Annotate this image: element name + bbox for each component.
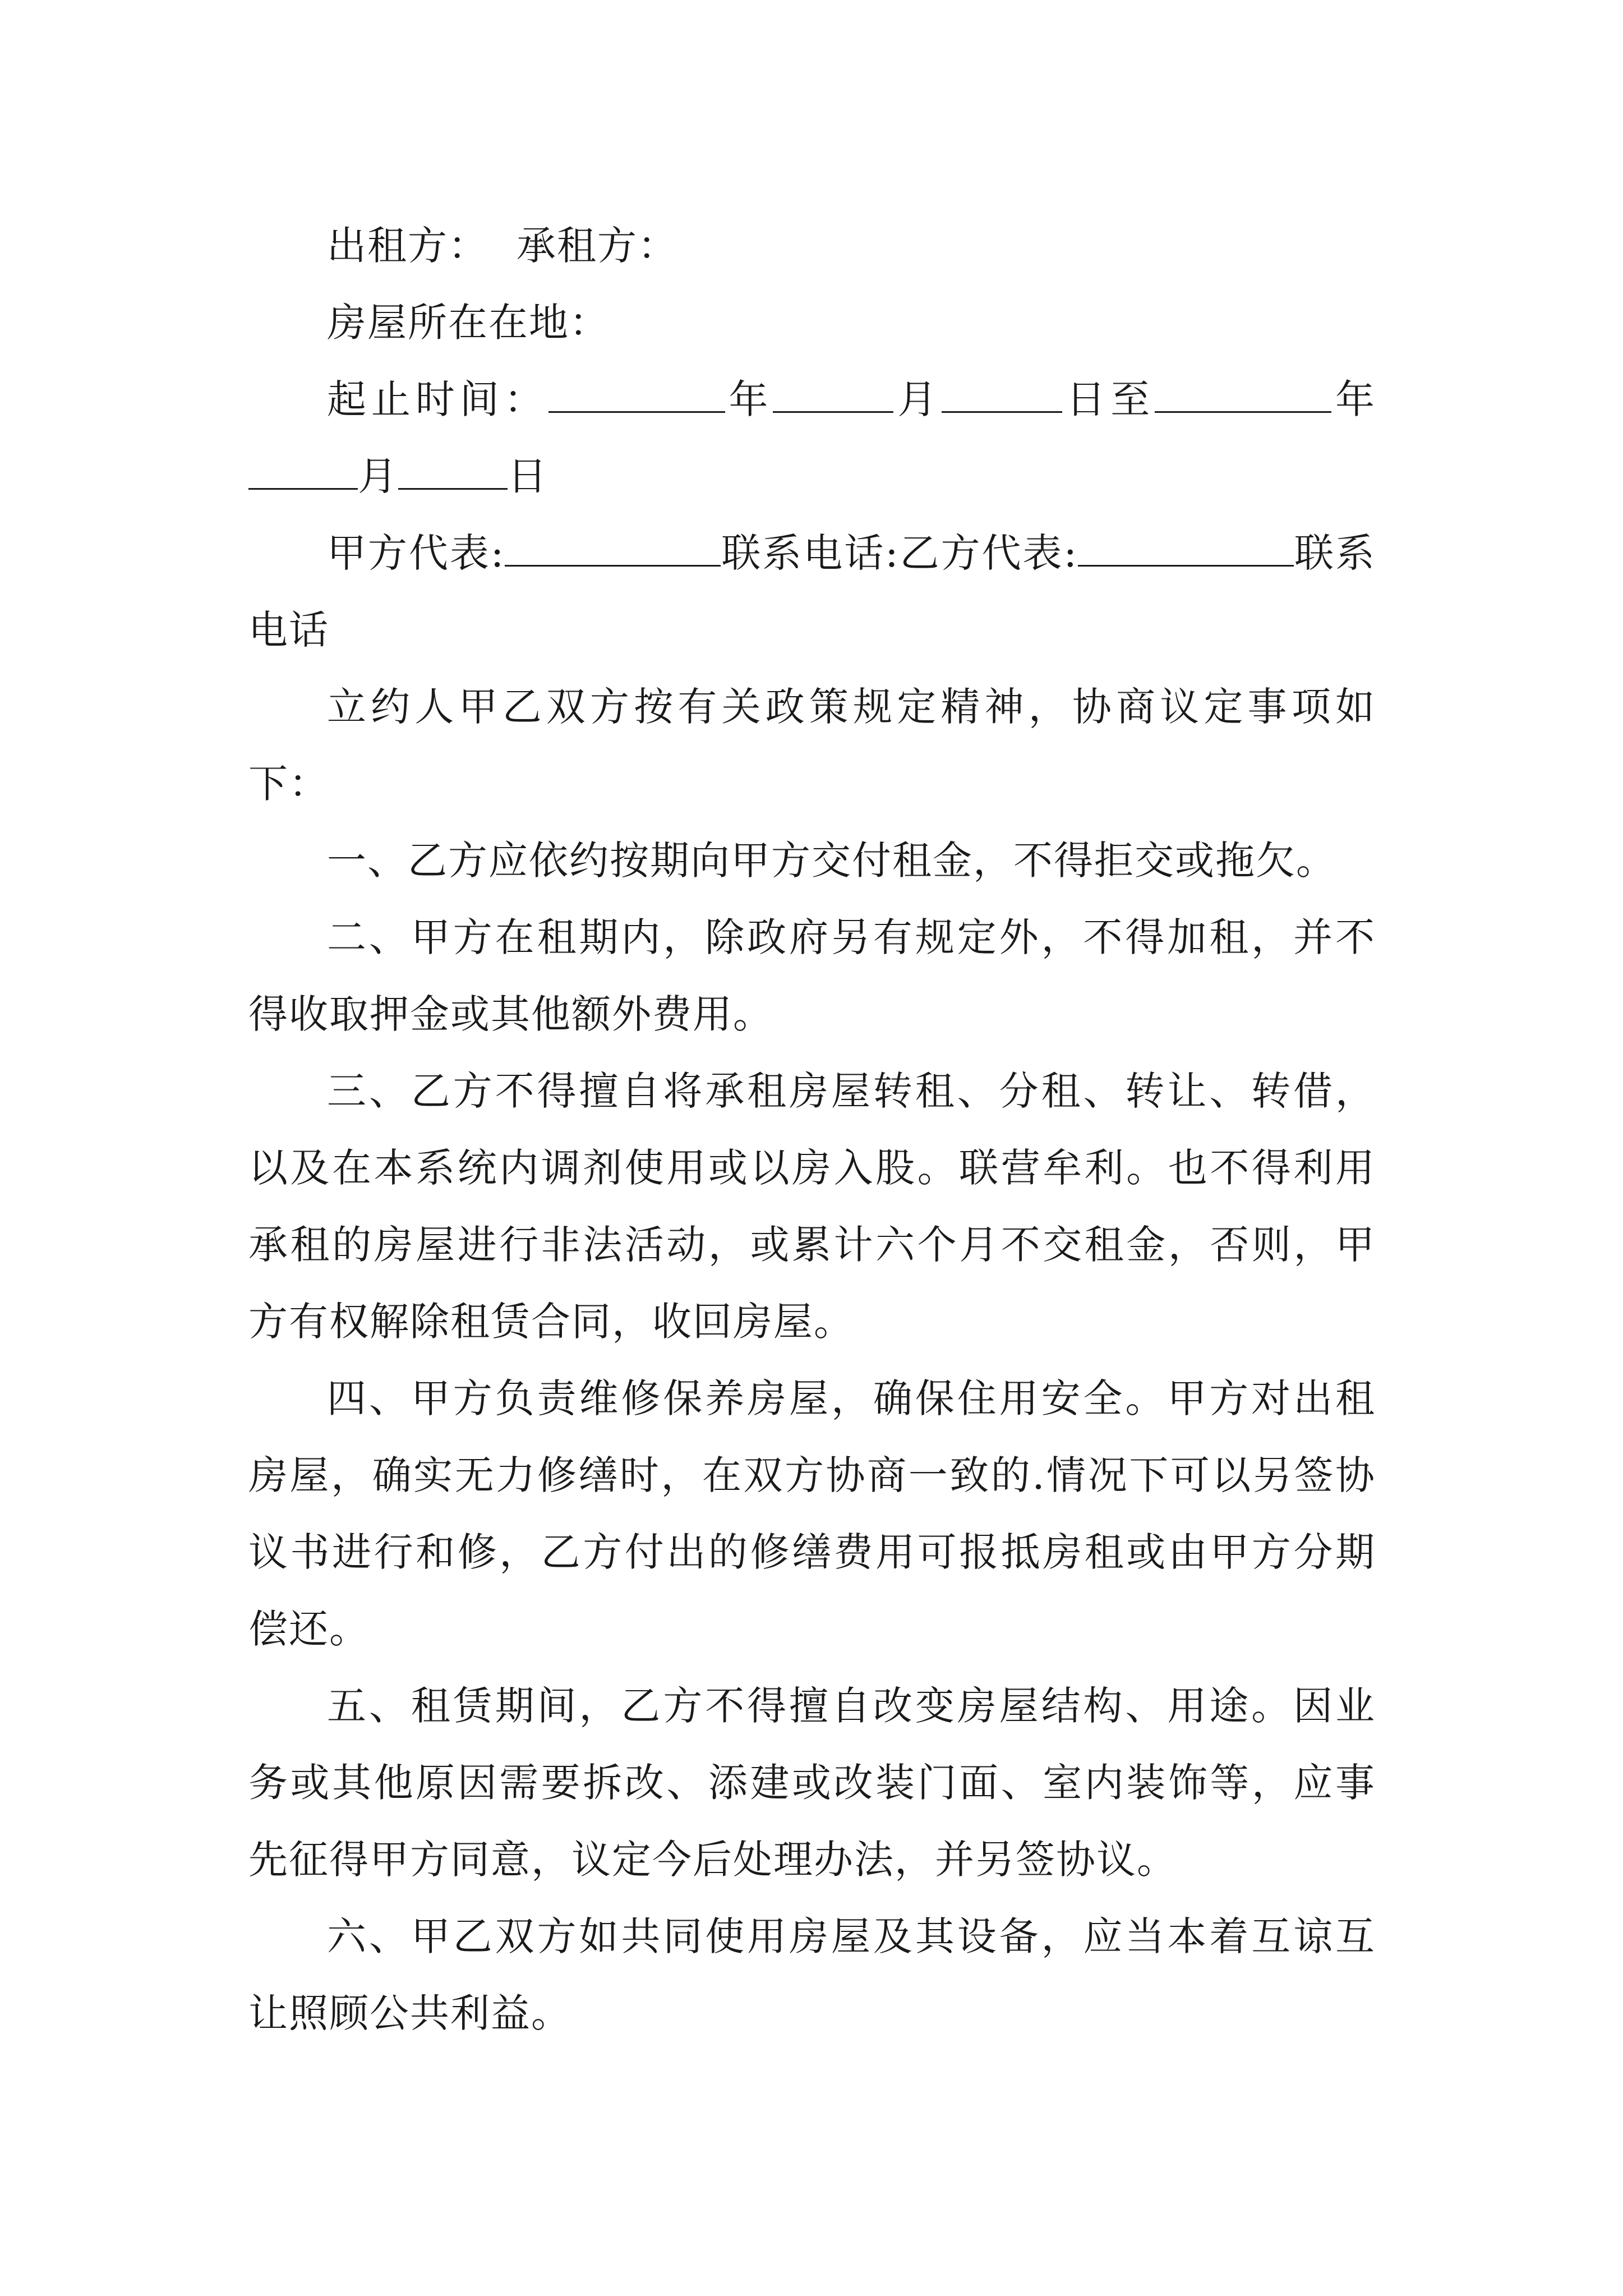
contract-body xyxy=(248,208,1376,2052)
party-a-blank[interactable] xyxy=(505,528,721,567)
clause-6: 六、甲乙双方如共同使用房屋及其设备，应当本着互谅互让照顾公共利益。 xyxy=(248,1913,1376,2036)
clause-1: 一、乙方应依约按期向甲方交付租金，不得拒交或拖欠。 xyxy=(327,838,1336,884)
month-label: 月 xyxy=(893,376,942,422)
location-label: 房屋所在在地： xyxy=(327,300,610,346)
clause-4: 四、甲方负责维修保养房屋，确保住用安全。甲方对出租房屋，确实无力修缮时，在双方协商一致的.情况下可以另签协议书进行和修，乙方付出的修缮费用可报抵房租或由甲方分期偿还。 xyxy=(248,1375,1376,1652)
clause-3: 三、乙方不得擅自将承租房屋转租、分租、转让、转借，以及在本系统内调剂使用或以房入股。联营牟利。也不得利用承租的房屋进行非法活动，或累计六个月不交租金，否则，甲方有权解除租赁合同，收回房屋。 xyxy=(248,1068,1376,1345)
party-a-label: 甲方代表: xyxy=(327,530,505,576)
clause-2: 二、甲方在租期内，除政府另有规定外，不得加租，并不得收取押金或其他额外费用。 xyxy=(248,914,1376,1037)
day-label: 日 xyxy=(508,453,548,499)
party-b-label: 乙方代表: xyxy=(899,530,1078,576)
start-month-blank[interactable] xyxy=(773,374,893,413)
start-day-blank[interactable] xyxy=(942,374,1062,413)
lessee-label: 承租方： xyxy=(517,223,678,269)
party-b-blank[interactable] xyxy=(1078,528,1294,567)
end-month-blank-start[interactable] xyxy=(248,451,358,490)
location-line xyxy=(248,284,1376,361)
lessor-label: 出租方： xyxy=(327,223,488,269)
representatives-line xyxy=(248,515,1376,669)
phone-b-label: 联系电话 xyxy=(248,530,1376,653)
preamble-paragraph: 立约人甲乙双方按有关政策规定精神，协商议定事项如下： xyxy=(248,684,1376,807)
period-label: 起止时间： xyxy=(327,376,548,422)
clause-5: 五、租赁期间，乙方不得擅自改变房屋结构、用途。因业务或其他原因需要拆改、添建或改装门面、室内装饰等，应事先征得甲方同意，议定今后处理办法，并另签协议。 xyxy=(248,1683,1376,1883)
year-label: 年 xyxy=(1331,376,1376,422)
phone-a-label: 联系电话: xyxy=(721,530,900,576)
month-label: 月 xyxy=(358,453,398,499)
period-line xyxy=(248,361,1376,515)
day-to-label: 日至 xyxy=(1062,376,1155,422)
end-year-blank[interactable] xyxy=(1155,374,1331,413)
year-label: 年 xyxy=(725,376,773,422)
parties-line xyxy=(248,208,1376,284)
end-day-blank[interactable] xyxy=(398,451,508,490)
start-year-blank[interactable] xyxy=(548,374,725,413)
